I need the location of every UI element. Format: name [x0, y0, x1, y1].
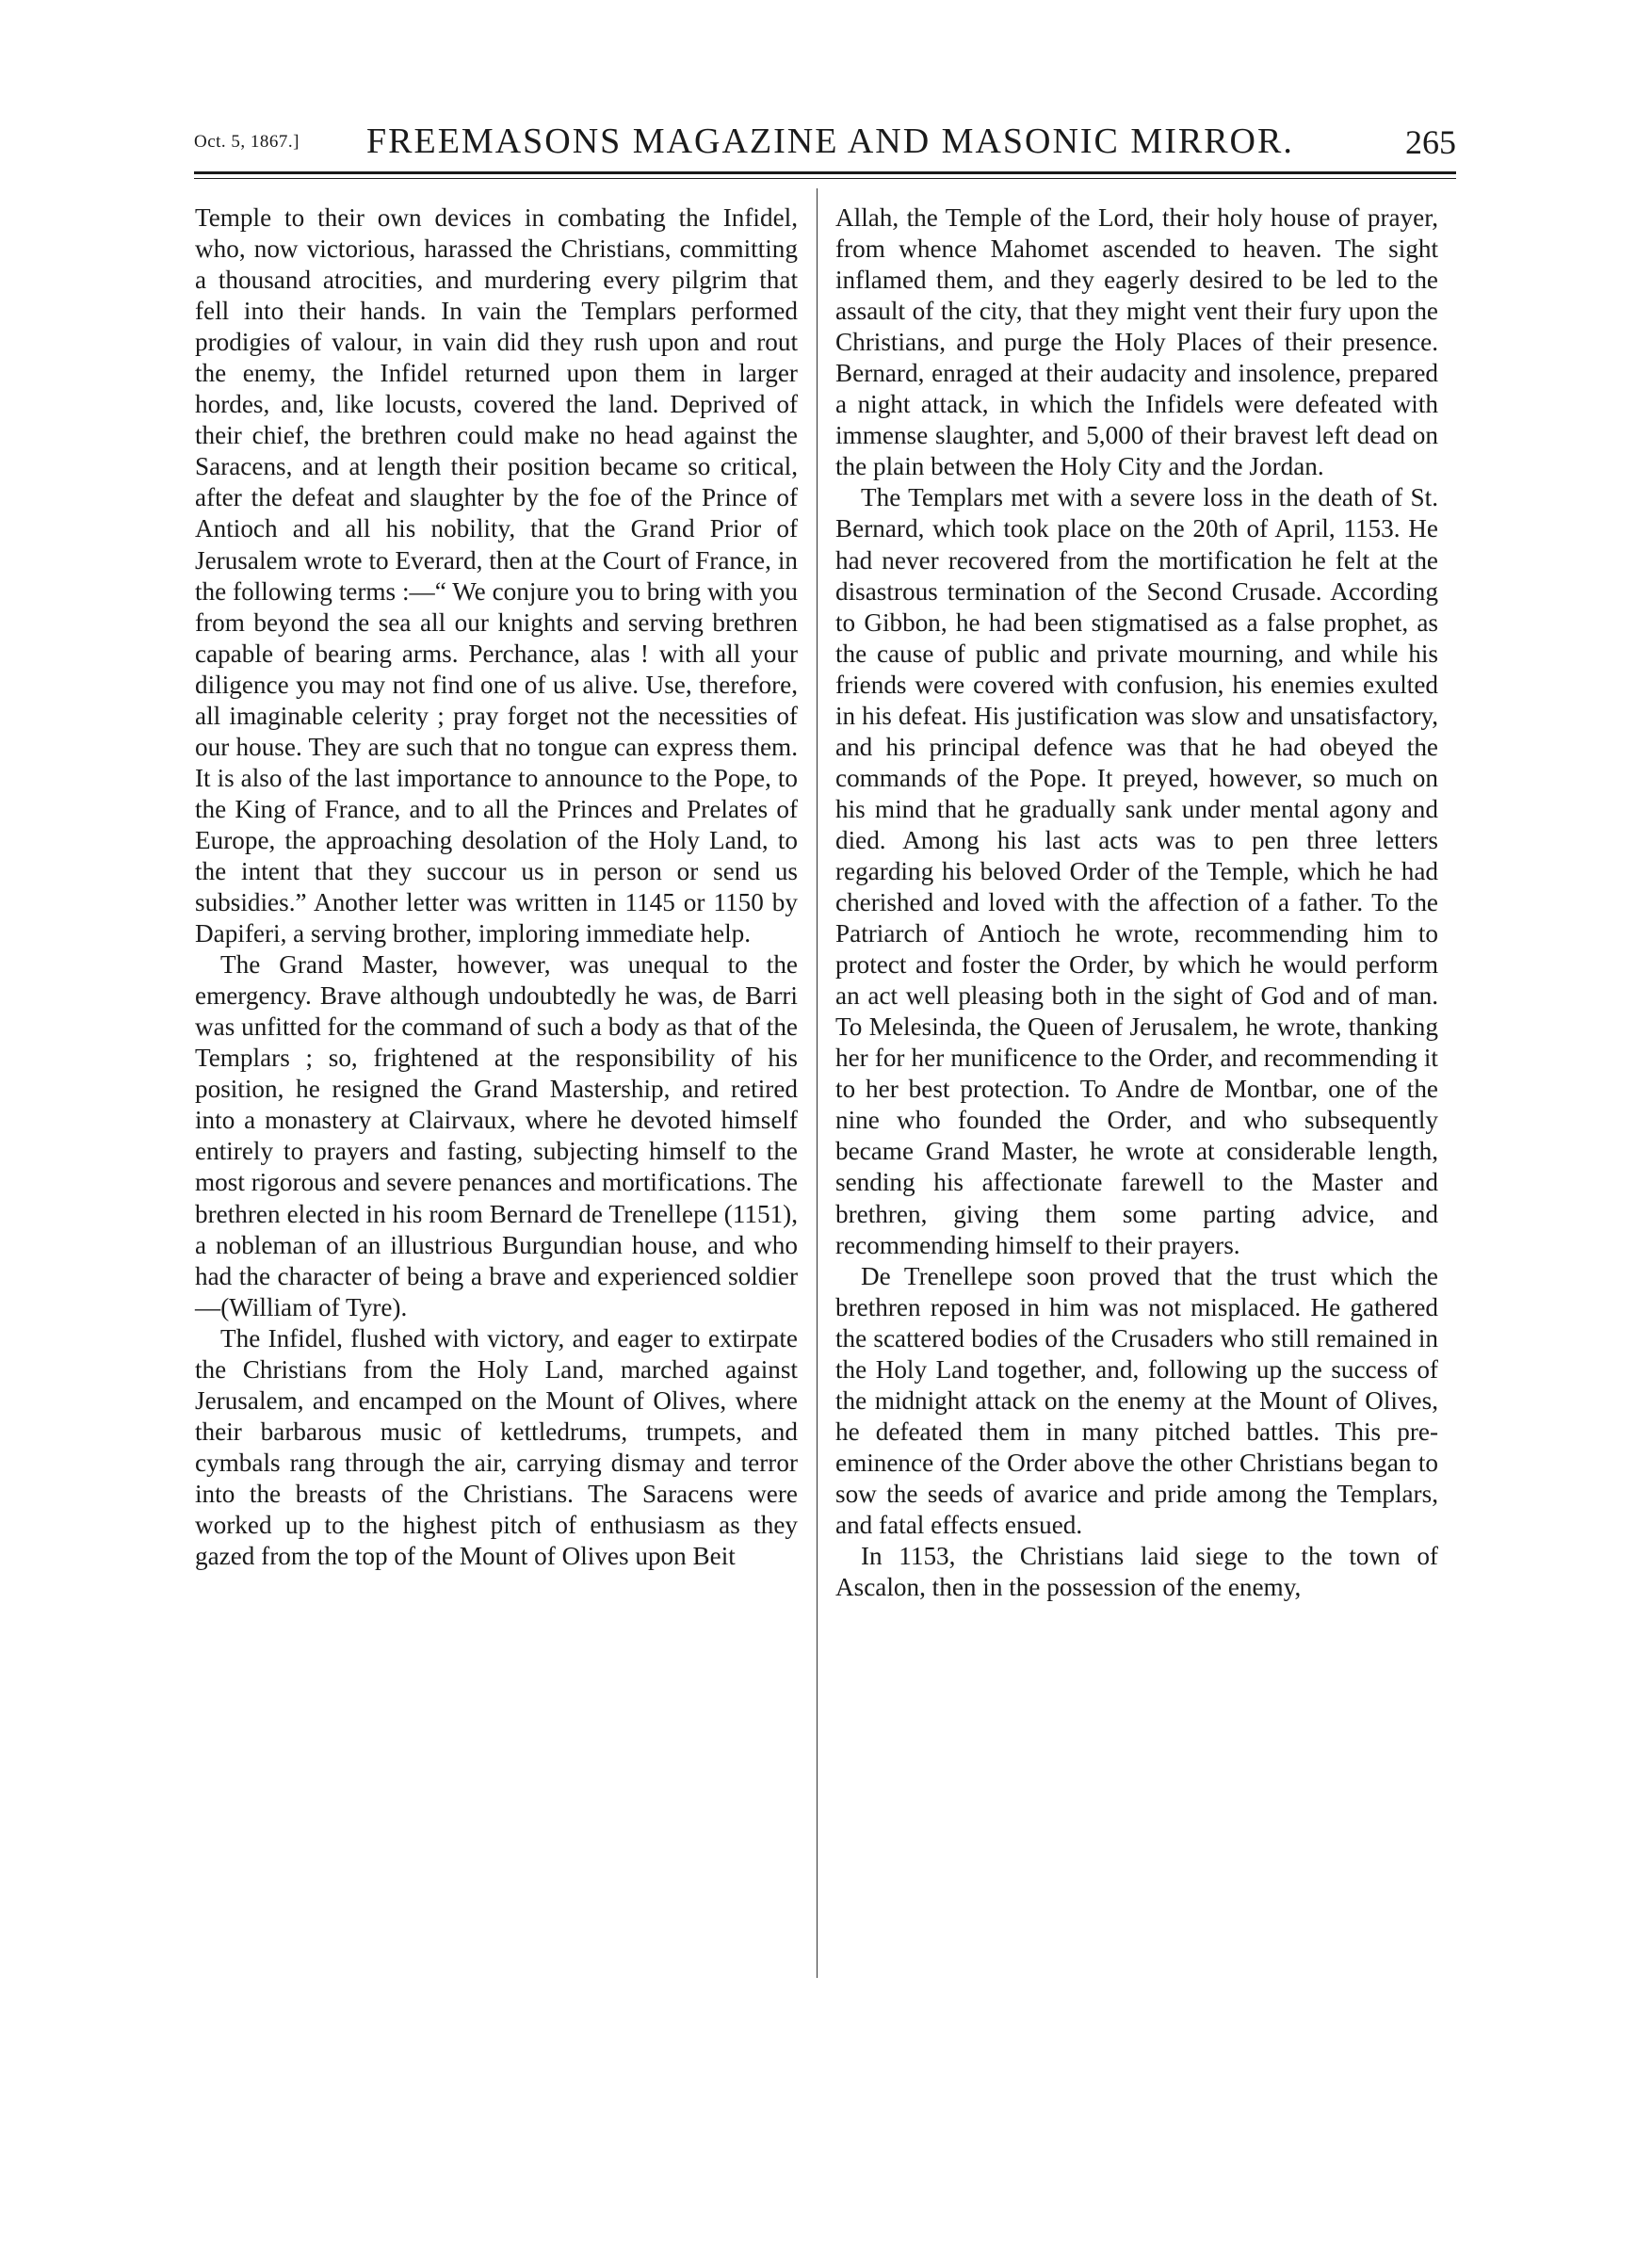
paragraph: The Infidel, flushed with victory, and eager to extirpate the Christians from the Holy Land, marched against Jerusalem, and encamped on the Mount of Olives, where their barbarous music of kettledrums, trumpets, and cymbals rang through the air, carrying dismay and terror into the breasts of the Christians. The Saracens were worked up to the highest pitch of enthusiasm as they gazed from the top of the Mount of Olives upon Beit — [195, 1323, 798, 1571]
page-number: 265 — [1405, 123, 1456, 161]
paragraph: De Trenellepe soon proved that the trust which the brethren reposed in him was not misplaced. He gathered the scattered bodies of the Crusaders who still remained in the Holy Land together, and, following up the success of the midnight attack on the enemy at the Mount of Olives, he defeated them in many pitched battles. This preeminence of the Order above the other Christians began to sow the seeds of avarice and pride among the Templars, and fatal effects ensued. — [835, 1261, 1438, 1539]
column-divider — [817, 188, 818, 1978]
header-rule-thin — [194, 178, 1456, 179]
paragraph: The Templars met with a severe loss in the death of St. Bernard, which took place on the 20th of April, 1153. He had never recovered from the mortification he felt at the disastrous termination of the Second Crusade. According to Gibbon, he had been stigmatised as a false prophet, as the cause of public and private mourning, and while his friends were covered with confusion, his enemies exulted in his defeat. His justification was slow and unsatisfactory, and his principal defence was that he had obeyed the commands of the Pope. It preyed, however, so much on his mind that he gradually sank under mental agony and died. Among his last acts was to pen three letters regarding his beloved Order of the Temple, which he had cherished and loved with the affection of a father. To the Patriarch of Antioch he wrote, recommending him to protect and foster the Order, by which he would perform an act well pleasing both in the sight of God and of man. To Melesinda, the Queen of Jerusalem, he wrote, thanking her for her munificence to the Order, and recommending it to her best protection. To Andre de Montbar, one of the nine who founded the Order, and who subsequently became Grand Master, he wrote at considerable length, sending his affectionate farewell to the Master and brethren, giving them some parting advice, and recommending himself to their prayers. — [835, 483, 1438, 1259]
paragraph: Allah, the Temple of the Lord, their holy house of prayer, from whence Mahomet ascended to heaven. The sight inflamed them, and they eagerly desired to be led to the assault of the city, that they might vent their fury upon the Christians, and purge the Holy Places of their presence. Bernard, enraged at their audacity and insolence, prepared a night attack, in which the Infidels were defeated with immense slaughter, and 5,000 of their bravest left dead on the plain between the Holy City and the Jordan. — [835, 203, 1438, 481]
magazine-title: FREEMASONS MAGAZINE AND MASONIC MIRROR. — [366, 122, 1294, 161]
paragraph: The Grand Master, however, was unequal to the emergency. Brave although undoubtedly he was, de Barri was unfitted for the command of such a body as that of the Templars ; so, frightened at the responsibility of his position, he resigned the Grand Mastership, and retired into a monastery at Clairvaux, where he devoted himself entirely to prayers and fasting, subjecting himself to the most rigorous and severe penances and mortifications. The brethren elected in his room Bernard de Trenellepe (1151), a nobleman of an illustrious Burgundian house, and who had the character of being a brave and experienced soldier—(William of Tyre). — [195, 950, 798, 1321]
paragraph: In 1153, the Christians laid siege to the town of Ascalon, then in the possession of the enemy, — [835, 1542, 1438, 1602]
page-header — [194, 111, 1456, 168]
header-rule-thick — [194, 171, 1456, 174]
paragraph: Temple to their own devices in combating the Infidel, who, now victorious, harassed the Christians, committing a thousand atrocities, and murdering every pilgrim that fell into their hands. In vain the Templars performed prodigies of valour, in vain did they rush upon and rout the enemy, the Infidel returned upon them in larger hordes, and, like locusts, covered the land. Deprived of their chief, the brethren could make no head against the Saracens, and at length their position became so critical, after the defeat and slaughter by the foe of the Prince of Antioch and all his nobility, that the Grand Prior of Jerusalem wrote to Everard, then at the Court of France, in the following terms :—“ We conjure you to bring with you from beyond the sea all our knights and serving brethren capable of bearing arms. Perchance, alas ! with all your diligence you may not find one of us alive. Use, therefore, all imaginable celerity ; pray forget not the necessities of our house. They are such that no tongue can express them. It is also of the last importance to announce to the Pope, to the King of France, and to all the Princes and Prelates of Europe, the approaching desolation of the Holy Land, to the intent that they succour us in person or send us subsidies.” Another letter was written in 1145 or 1150 by Dapiferi, a serving brother, imploring immediate help. — [195, 203, 798, 948]
left-column — [195, 202, 798, 1572]
issue-date: Oct. 5, 1867.] — [194, 132, 300, 152]
right-column — [835, 202, 1438, 1603]
